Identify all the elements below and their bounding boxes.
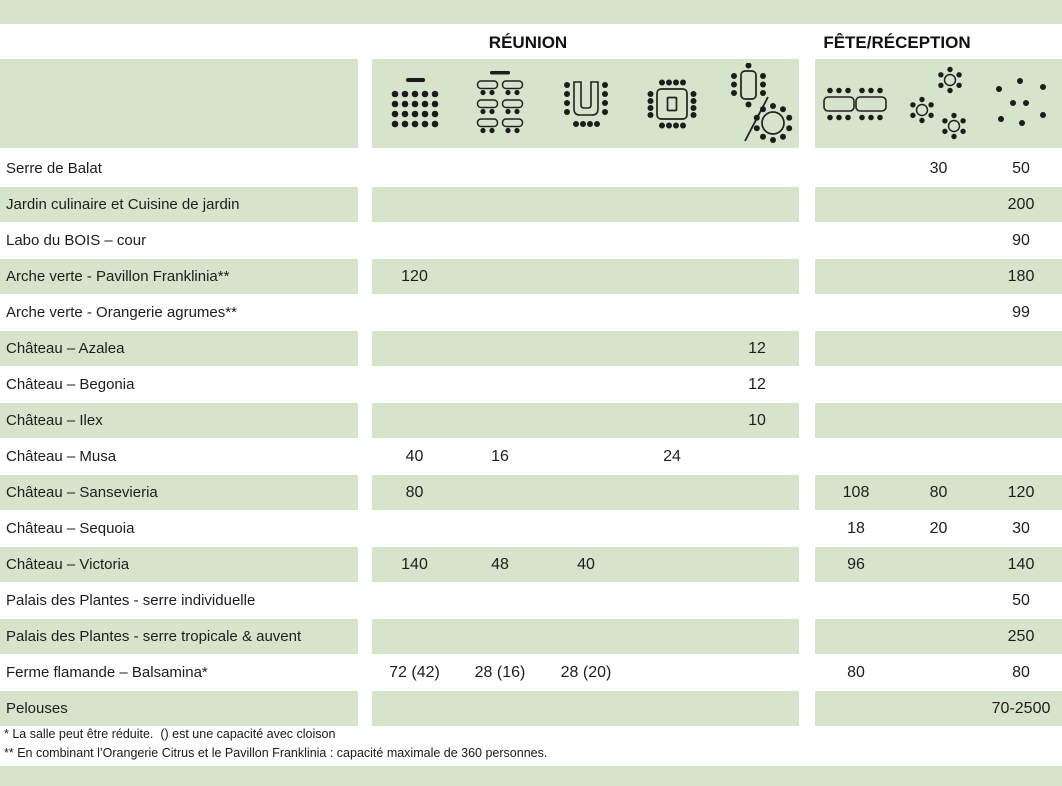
capacity-cell xyxy=(815,259,897,294)
table-row xyxy=(0,619,1062,655)
venue-name: Château – Victoria xyxy=(6,556,130,573)
capacity-cell: 40 xyxy=(405,448,424,465)
capacity-cell xyxy=(372,583,457,618)
capacity-cell xyxy=(715,583,799,618)
theater-rows-icon xyxy=(372,59,457,148)
capacity-cell xyxy=(629,187,715,222)
capacity-cell xyxy=(372,187,457,222)
banquet-long-tables-icon xyxy=(815,59,897,148)
capacity-cell xyxy=(715,547,799,582)
capacity-cell xyxy=(897,223,980,258)
capacity-cell: 50 xyxy=(1012,160,1030,177)
capacity-cell xyxy=(715,439,799,474)
capacity-cell xyxy=(815,583,897,618)
table-row xyxy=(0,583,1062,619)
capacity-cell xyxy=(372,331,457,366)
capacity-cell xyxy=(457,367,543,402)
capacity-cell: 90 xyxy=(1012,232,1030,249)
capacity-cell xyxy=(372,691,457,726)
capacity-cell xyxy=(629,655,715,690)
venue-name: Château – Sequoia xyxy=(6,520,135,537)
venue-name: Château – Sansevieria xyxy=(6,484,158,501)
venue-name: Palais des Plantes - serre individuelle xyxy=(6,592,256,609)
capacity-cell xyxy=(629,583,715,618)
table-row xyxy=(0,691,1062,727)
capacity-cell xyxy=(543,475,629,510)
capacity-cell xyxy=(715,619,799,654)
capacity-cell: 200 xyxy=(1007,196,1035,213)
capacity-cell: 120 xyxy=(401,268,428,285)
capacity-cell xyxy=(457,619,543,654)
capacity-cell xyxy=(457,475,543,510)
capacity-cell xyxy=(897,331,980,366)
capacity-cell xyxy=(372,223,457,258)
venue-name: Jardin culinaire et Cuisine de jardin xyxy=(6,196,240,213)
reunion-group-header: RÉUNION xyxy=(488,33,568,52)
capacity-cell xyxy=(897,403,980,438)
capacity-cell xyxy=(543,511,629,546)
capacity-cell: 96 xyxy=(847,556,865,573)
capacity-cell: 140 xyxy=(401,556,428,573)
capacity-cell xyxy=(372,403,457,438)
capacity-cell: 28 (20) xyxy=(560,664,612,681)
capacity-cell xyxy=(372,295,457,330)
footnote-combined-capacity: ** En combinant l’Orangerie Citrus et le Pavillon Franklinia : capacité maximale de 360 personnes. xyxy=(4,746,548,760)
capacity-cell xyxy=(629,403,715,438)
capacity-cell xyxy=(543,223,629,258)
boardroom-icon xyxy=(629,59,715,148)
capacity-cell: 16 xyxy=(491,448,509,465)
capacity-cell xyxy=(629,547,715,582)
capacity-cell xyxy=(543,439,629,474)
venue-name: Ferme flamande – Balsamina* xyxy=(6,664,208,681)
capacity-cell xyxy=(629,223,715,258)
capacity-cell xyxy=(543,691,629,726)
capacity-cell: 24 xyxy=(663,448,681,465)
capacity-cell xyxy=(815,223,897,258)
top-green-band xyxy=(0,0,1062,24)
table-row xyxy=(0,367,1062,403)
capacity-cell xyxy=(543,151,629,186)
capacity-cell xyxy=(815,187,897,222)
footnote-cloison: * La salle peut être réduite. () est une capacité avec cloison xyxy=(4,727,336,741)
capacity-cell xyxy=(815,295,897,330)
capacity-cell xyxy=(715,475,799,510)
table-row xyxy=(0,475,1062,511)
capacity-cell xyxy=(629,151,715,186)
venue-name: Arche verte - Orangerie agrumes** xyxy=(6,304,237,321)
table-row xyxy=(0,511,1062,547)
capacity-cell: 12 xyxy=(748,376,766,393)
capacity-cell xyxy=(629,331,715,366)
capacity-cell xyxy=(897,655,980,690)
capacity-cell xyxy=(543,403,629,438)
capacity-cell: 80 xyxy=(1012,664,1030,681)
table-row xyxy=(0,547,1062,583)
capacity-cell: 50 xyxy=(1012,592,1030,609)
venue-name: Château – Begonia xyxy=(6,376,135,393)
table-row xyxy=(0,187,1062,223)
capacity-cell xyxy=(815,439,897,474)
capacity-cell xyxy=(372,619,457,654)
capacity-cell xyxy=(980,367,1062,402)
capacity-cell xyxy=(629,511,715,546)
capacity-cell xyxy=(457,259,543,294)
capacity-cell: 80 xyxy=(847,664,865,681)
venue-name: Arche verte - Pavillon Franklinia** xyxy=(6,268,230,285)
capacity-cell: 48 xyxy=(491,556,509,573)
capacity-cell: 108 xyxy=(842,484,870,501)
capacity-cell: 30 xyxy=(929,160,948,177)
bottom-green-band xyxy=(0,766,1062,786)
table-body xyxy=(0,151,1062,727)
capacity-cell xyxy=(629,367,715,402)
capacity-cell xyxy=(543,259,629,294)
capacity-cell xyxy=(372,151,457,186)
capacity-cell xyxy=(715,655,799,690)
capacity-cell: 30 xyxy=(1012,520,1030,537)
table-row xyxy=(0,403,1062,439)
capacity-cell xyxy=(980,331,1062,366)
column-icons-row xyxy=(0,59,1062,148)
capacity-cell: 28 (16) xyxy=(474,664,526,681)
capacity-cell: 250 xyxy=(1007,628,1035,645)
capacity-cell xyxy=(457,511,543,546)
capacity-cell: 18 xyxy=(847,520,865,537)
table-row xyxy=(0,259,1062,295)
rect-table-or-round-table-icon xyxy=(715,59,799,148)
table-row xyxy=(0,295,1062,331)
capacity-cell xyxy=(815,403,897,438)
venue-column-header-cell xyxy=(0,59,358,148)
capacity-cell xyxy=(715,223,799,258)
capacity-cell xyxy=(897,367,980,402)
footnotes xyxy=(4,725,1054,763)
capacity-cell xyxy=(897,691,980,726)
capacity-cell: 120 xyxy=(1007,484,1035,501)
venue-name: Serre de Balat xyxy=(6,160,102,177)
fete-icons-block xyxy=(815,59,1062,148)
capacity-cell xyxy=(629,619,715,654)
venue-name: Château – Azalea xyxy=(6,340,125,357)
capacity-cell xyxy=(897,583,980,618)
venue-name: Labo du BOIS – cour xyxy=(6,232,147,249)
capacity-cell xyxy=(897,619,980,654)
u-shape-icon xyxy=(543,59,629,148)
capacity-cell xyxy=(543,583,629,618)
capacity-cell: 10 xyxy=(748,412,766,429)
capacity-cell xyxy=(897,295,980,330)
capacity-cell xyxy=(715,151,799,186)
capacity-cell: 40 xyxy=(577,556,595,573)
capacity-cell xyxy=(715,691,799,726)
capacity-cell: 80 xyxy=(405,484,424,501)
venue-name: Château – Ilex xyxy=(6,412,103,429)
capacity-cell: 70-2500 xyxy=(991,700,1051,717)
capacity-cell xyxy=(897,259,980,294)
capacity-cell xyxy=(457,403,543,438)
capacity-cell xyxy=(815,619,897,654)
capacity-cell xyxy=(815,151,897,186)
capacity-cell: 140 xyxy=(1007,556,1035,573)
capacity-cell xyxy=(980,403,1062,438)
fete-group-header: FÊTE/RÉCEPTION xyxy=(823,33,971,52)
capacity-cell: 20 xyxy=(929,520,948,537)
capacity-cell xyxy=(715,259,799,294)
capacity-cell xyxy=(457,223,543,258)
capacity-cell xyxy=(543,367,629,402)
capacity-cell xyxy=(897,187,980,222)
capacity-cell xyxy=(457,187,543,222)
venue-name: Château – Musa xyxy=(6,448,117,465)
table-row xyxy=(0,439,1062,475)
capacity-cell xyxy=(815,367,897,402)
table-row xyxy=(0,655,1062,691)
capacity-cell xyxy=(629,475,715,510)
capacity-cell xyxy=(457,295,543,330)
venue-name: Palais des Plantes - serre tropicale & auvent xyxy=(6,628,302,645)
capacity-cell: 12 xyxy=(748,340,766,357)
capacity-cell xyxy=(715,511,799,546)
classroom-tables-icon xyxy=(457,59,543,148)
capacity-cell xyxy=(715,295,799,330)
capacity-cell xyxy=(543,295,629,330)
standing-cocktail-icon xyxy=(980,59,1062,148)
capacity-cell xyxy=(629,691,715,726)
capacity-cell xyxy=(457,583,543,618)
capacity-cell xyxy=(629,259,715,294)
capacity-cell xyxy=(980,439,1062,474)
capacity-cell: 99 xyxy=(1012,304,1030,321)
capacity-cell xyxy=(629,295,715,330)
venue-name: Pelouses xyxy=(6,700,68,717)
reunion-icons-block xyxy=(372,59,799,148)
capacity-cell: 180 xyxy=(1007,268,1035,285)
table-row xyxy=(0,331,1062,367)
capacity-cell xyxy=(897,547,980,582)
table-row xyxy=(0,223,1062,259)
capacity-cell xyxy=(715,187,799,222)
capacity-cell xyxy=(897,439,980,474)
capacity-cell xyxy=(543,331,629,366)
capacity-cell xyxy=(457,151,543,186)
table-row xyxy=(0,151,1062,187)
capacity-cell xyxy=(372,511,457,546)
capacity-cell xyxy=(457,691,543,726)
capacity-cell xyxy=(457,331,543,366)
capacity-cell xyxy=(815,691,897,726)
capacity-cell: 72 (42) xyxy=(389,664,440,681)
capacity-cell xyxy=(543,619,629,654)
capacity-cell xyxy=(372,367,457,402)
capacity-cell xyxy=(543,187,629,222)
capacity-cell: 80 xyxy=(929,484,948,501)
capacity-cell xyxy=(815,331,897,366)
round-tables-icon xyxy=(897,59,980,148)
